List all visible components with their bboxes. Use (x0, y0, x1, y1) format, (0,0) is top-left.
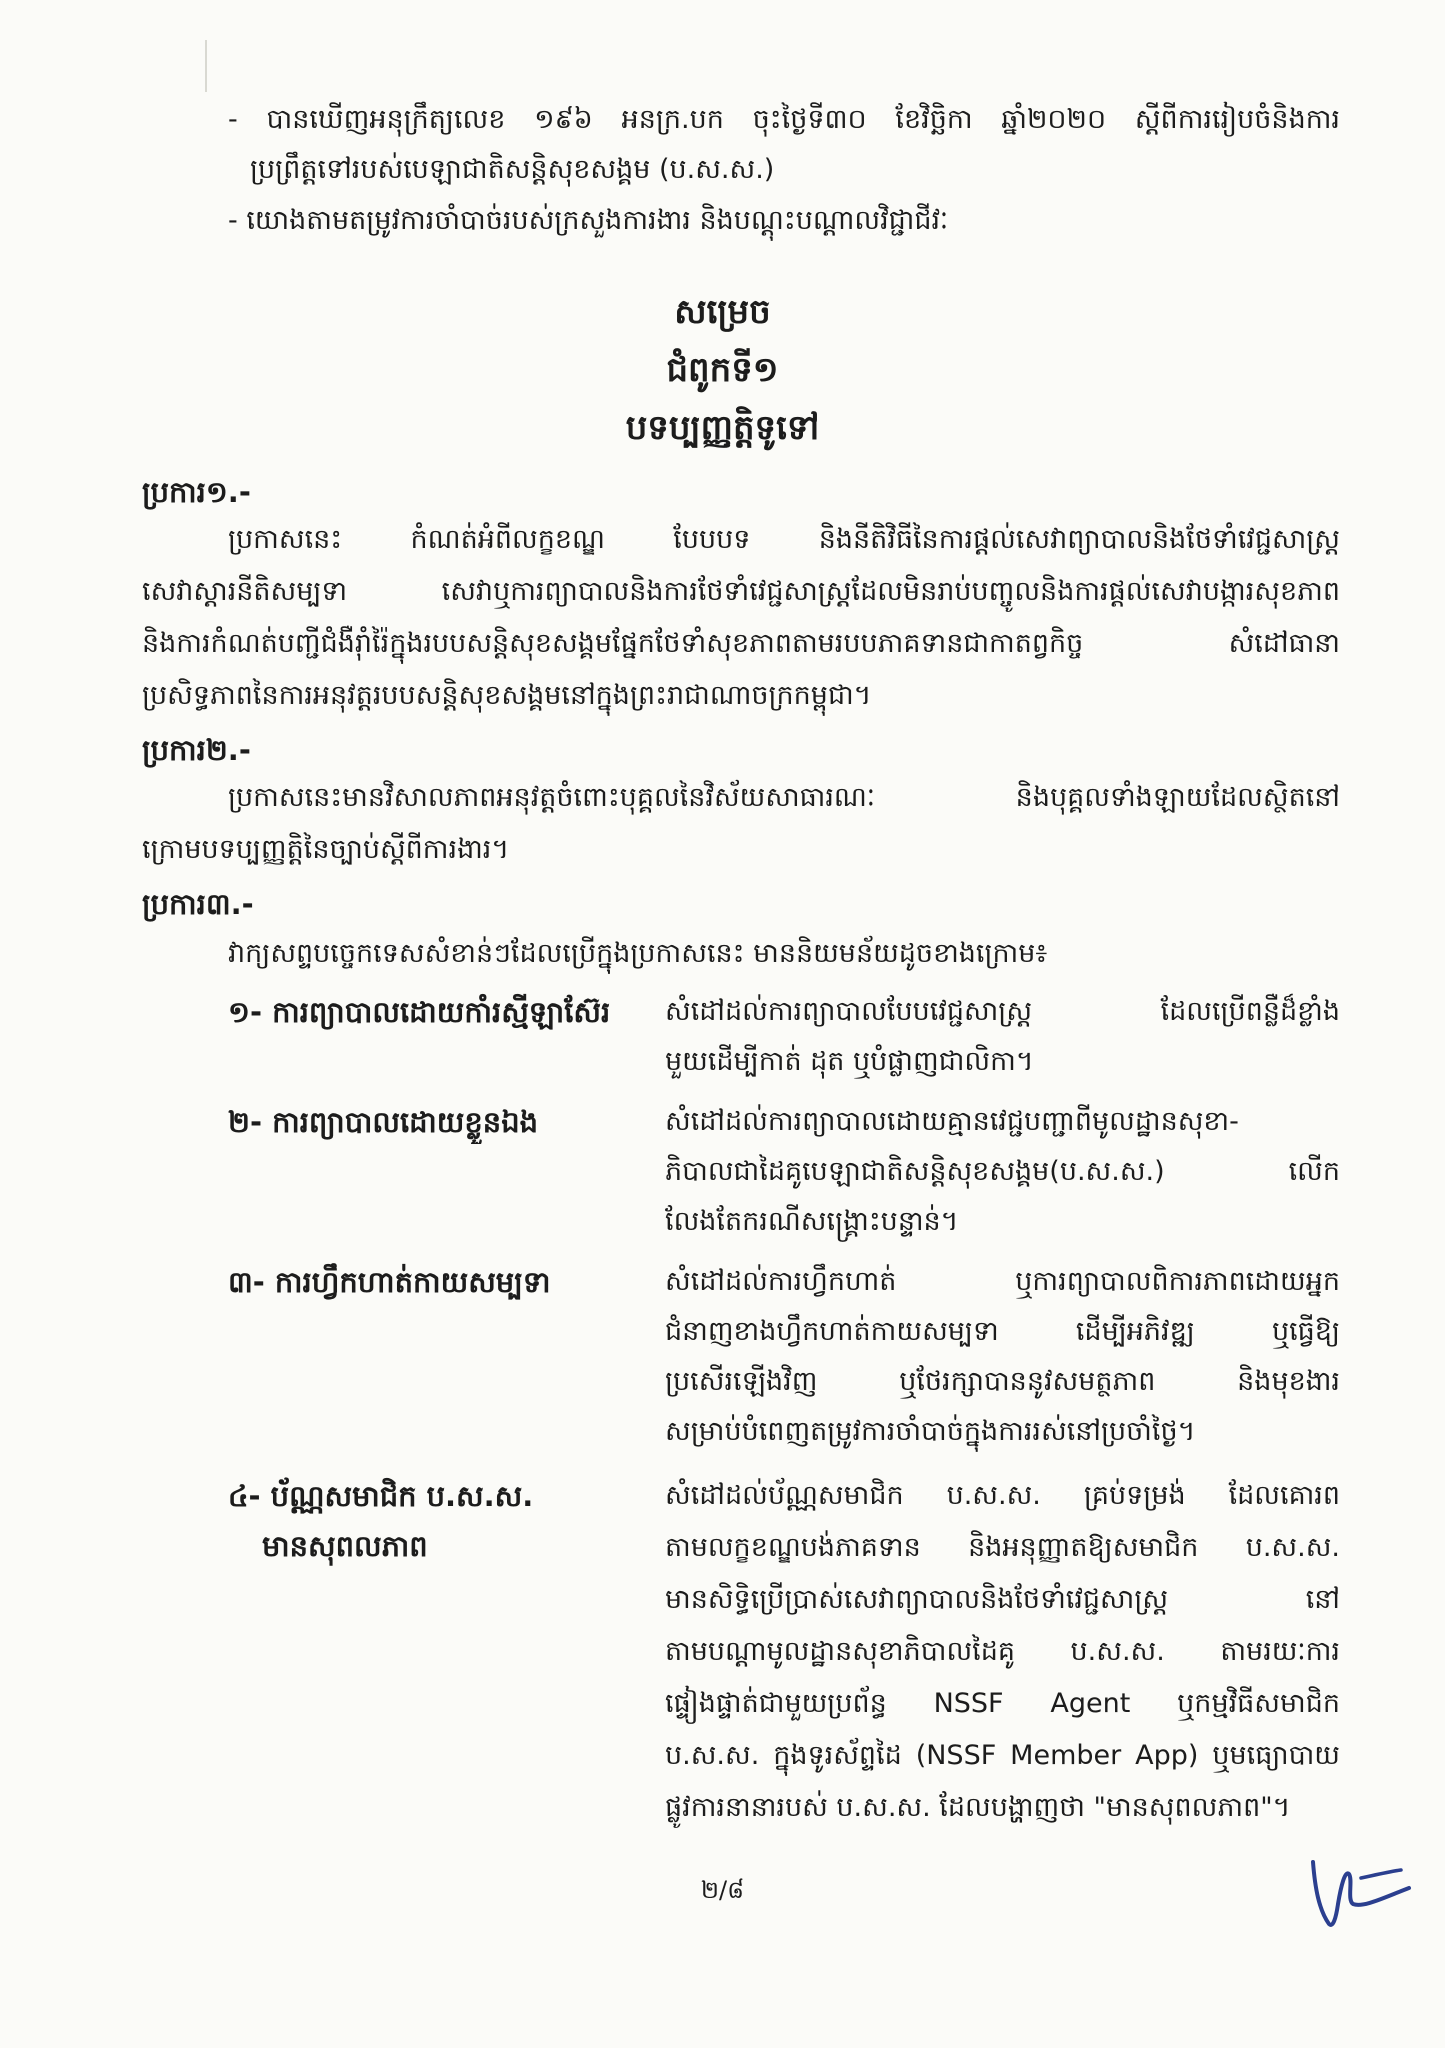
heading-chapter: ជំពូកទី១ (666, 350, 779, 390)
preamble-line-3: - យោងតាមតម្រូវការចាំបាច់របស់ក្រសួងការងារ និងបណ្ដុះបណ្ដាលវិជ្ជាជីវៈ (228, 205, 949, 236)
article-1-line-4: ប្រសិទ្ធភាពនៃការអនុវត្តរបបសន្តិសុខសង្គមនៅក្នុងព្រះរាជាណាចក្រកម្ពុជា។ (142, 680, 872, 711)
article-3-label: ប្រការ៣.- (142, 887, 254, 921)
article-2-label: ប្រការ២.- (142, 733, 251, 767)
definition-2-line-2: ភិបាលជាដៃគូបេឡាជាតិសន្តិសុខសង្គម(ប.ស.ស.) លើក (665, 1156, 1340, 1187)
preamble-line-2: ប្រព្រឹត្តទៅរបស់បេឡាជាតិសន្តិសុខសង្គម (ប.ស.ស.) (250, 154, 775, 185)
definition-3-line-1: សំដៅដល់ការហ្វឹកហាត់ ឬការព្យាបាលពិការភាពដោយអ្នក (665, 1266, 1340, 1297)
article-2-line-2: ក្រោមបទប្បញ្ញត្តិនៃច្បាប់ស្ដីពីការងារ។ (142, 834, 510, 865)
definition-4-term: ៤- ប័ណ្ណសមាជិក ប.ស.ស. (228, 1479, 534, 1513)
definition-4-line-2: តាមលក្ខខណ្ឌបង់ភាគទាន និងអនុញ្ញាតឱ្យសមាជិក ប.ស.ស. (665, 1532, 1340, 1563)
preamble-line-1: - បានឃើញអនុក្រឹត្យលេខ ១៩៦ អនក្រ.បក ចុះថ្ងៃទី៣០ ខែវិច្ឆិកា ឆ្នាំ២០២០ ស្ដីពីការរៀបចំនិងការ (228, 104, 1340, 135)
article-1-line-1: ប្រកាសនេះ កំណត់អំពីលក្ខខណ្ឌ បែបបទ និងនីតិវិធីនៃការផ្ដល់សេវាព្យាបាលនិងថែទាំវេជ្ជសាស្ត្រ (228, 524, 1340, 555)
definition-2-line-1: សំដៅដល់ការព្យាបាលដោយគ្មានវេជ្ជបញ្ជាពីមូលដ្ឋានសុខា- (665, 1106, 1239, 1137)
definition-3-line-3: ប្រសើរឡើងវិញ ឬថែរក្សាបាននូវសមត្ថភាព និងមុខងារ (665, 1366, 1340, 1397)
definition-1-line-2: មួយដើម្បីកាត់ ដុត ឬបំផ្លាញជាលិកា។ (665, 1046, 1034, 1077)
definition-3-term: ៣- ការហ្វឹកហាត់កាយសម្បទា (228, 1265, 551, 1299)
definition-2-term: ២- ការព្យាបាលដោយខ្លួនឯង (228, 1105, 539, 1139)
definition-4-line-5: ផ្ទៀងផ្ទាត់ជាមួយប្រព័ន្ធ NSSF Agent ឬកម្មវិធីសមាជិក (665, 1688, 1340, 1719)
definition-3-line-2: ជំនាញខាងហ្វឹកហាត់កាយសម្បទា ដើម្បីអភិវឌ្ឍ ឬធ្វើឱ្យ (665, 1316, 1340, 1347)
definition-3-line-4: សម្រាប់បំពេញតម្រូវការចាំបាច់ក្នុងការរស់នៅប្រចាំថ្ងៃ។ (665, 1416, 1196, 1447)
signature-icon (1305, 1848, 1415, 1938)
definition-1-line-1: សំដៅដល់ការព្យាបាលបែបវេជ្ជសាស្ត្រ ដែលប្រើពន្លឺដ៏ខ្លាំង (665, 996, 1340, 1027)
definition-4-line-1: សំដៅដល់ប័ណ្ណសមាជិក ប.ស.ស. គ្រប់ទម្រង់ ដែលគោរព (665, 1480, 1340, 1511)
heading-decide: សម្រេច (674, 292, 771, 332)
article-3-intro: វាក្យសព្ទបច្ចេកទេសសំខាន់ៗដែលប្រើក្នុងប្រកាសនេះ មាននិយមន័យដូចខាងក្រោម៖ (228, 938, 1048, 969)
heading-general-provisions: បទប្បញ្ញត្តិទូទៅ (625, 408, 820, 448)
definition-4-line-6: ប.ស.ស. ក្នុងទូរស័ព្ទដៃ (NSSF Member App) ឬមធ្យោបាយ (665, 1740, 1340, 1771)
article-1-line-2: សេវាស្ដារនីតិសម្បទា សេវាឬការព្យាបាលនិងការថែទាំវេជ្ជសាស្ត្រដែលមិនរាប់បញ្ចូលនិងការផ្ដល់សេវាបង្ការសុខភាព (142, 576, 1340, 607)
definition-4-line-7: ផ្លូវការនានារបស់ ប.ស.ស. ដែលបង្ហាញថា "មានសុពលភាព"។ (665, 1792, 1291, 1823)
article-1-line-3: និងការកំណត់បញ្ជីជំងឺរ៉ាំរ៉ៃក្នុងរបបសន្តិសុខសង្គមផ្នែកថែទាំសុខភាពតាមរបបភាគទានជាកាតព្វកិច្ច សំដៅធានា (142, 628, 1340, 659)
definition-4-line-3: មានសិទ្ធិប្រើប្រាស់សេវាព្យាបាលនិងថែទាំវេជ្ជសាស្ត្រ នៅ (665, 1584, 1340, 1615)
definition-1-term: ១- ការព្យាបាលដោយកាំរស្មីឡាស៊ែរ (228, 995, 611, 1029)
scan-artifact (205, 40, 207, 92)
page-number: ២/៨ (700, 1876, 745, 1904)
article-1-label: ប្រការ១.- (142, 475, 251, 509)
definition-4-term-cont: មានសុពលភាព (262, 1529, 428, 1563)
article-2-line-1: ប្រកាសនេះមានវិសាលភាពអនុវត្តចំពោះបុគ្គលនៃវិស័យសាធារណៈ និងបុគ្គលទាំងឡាយដែលស្ថិតនៅ (228, 782, 1340, 813)
definition-2-line-3: លែងតែករណីសង្គ្រោះបន្ទាន់។ (665, 1206, 959, 1237)
definition-4-line-4: តាមបណ្ដាមូលដ្ឋានសុខាភិបាលដៃគូ ប.ស.ស. តាមរយៈការ (665, 1636, 1340, 1667)
